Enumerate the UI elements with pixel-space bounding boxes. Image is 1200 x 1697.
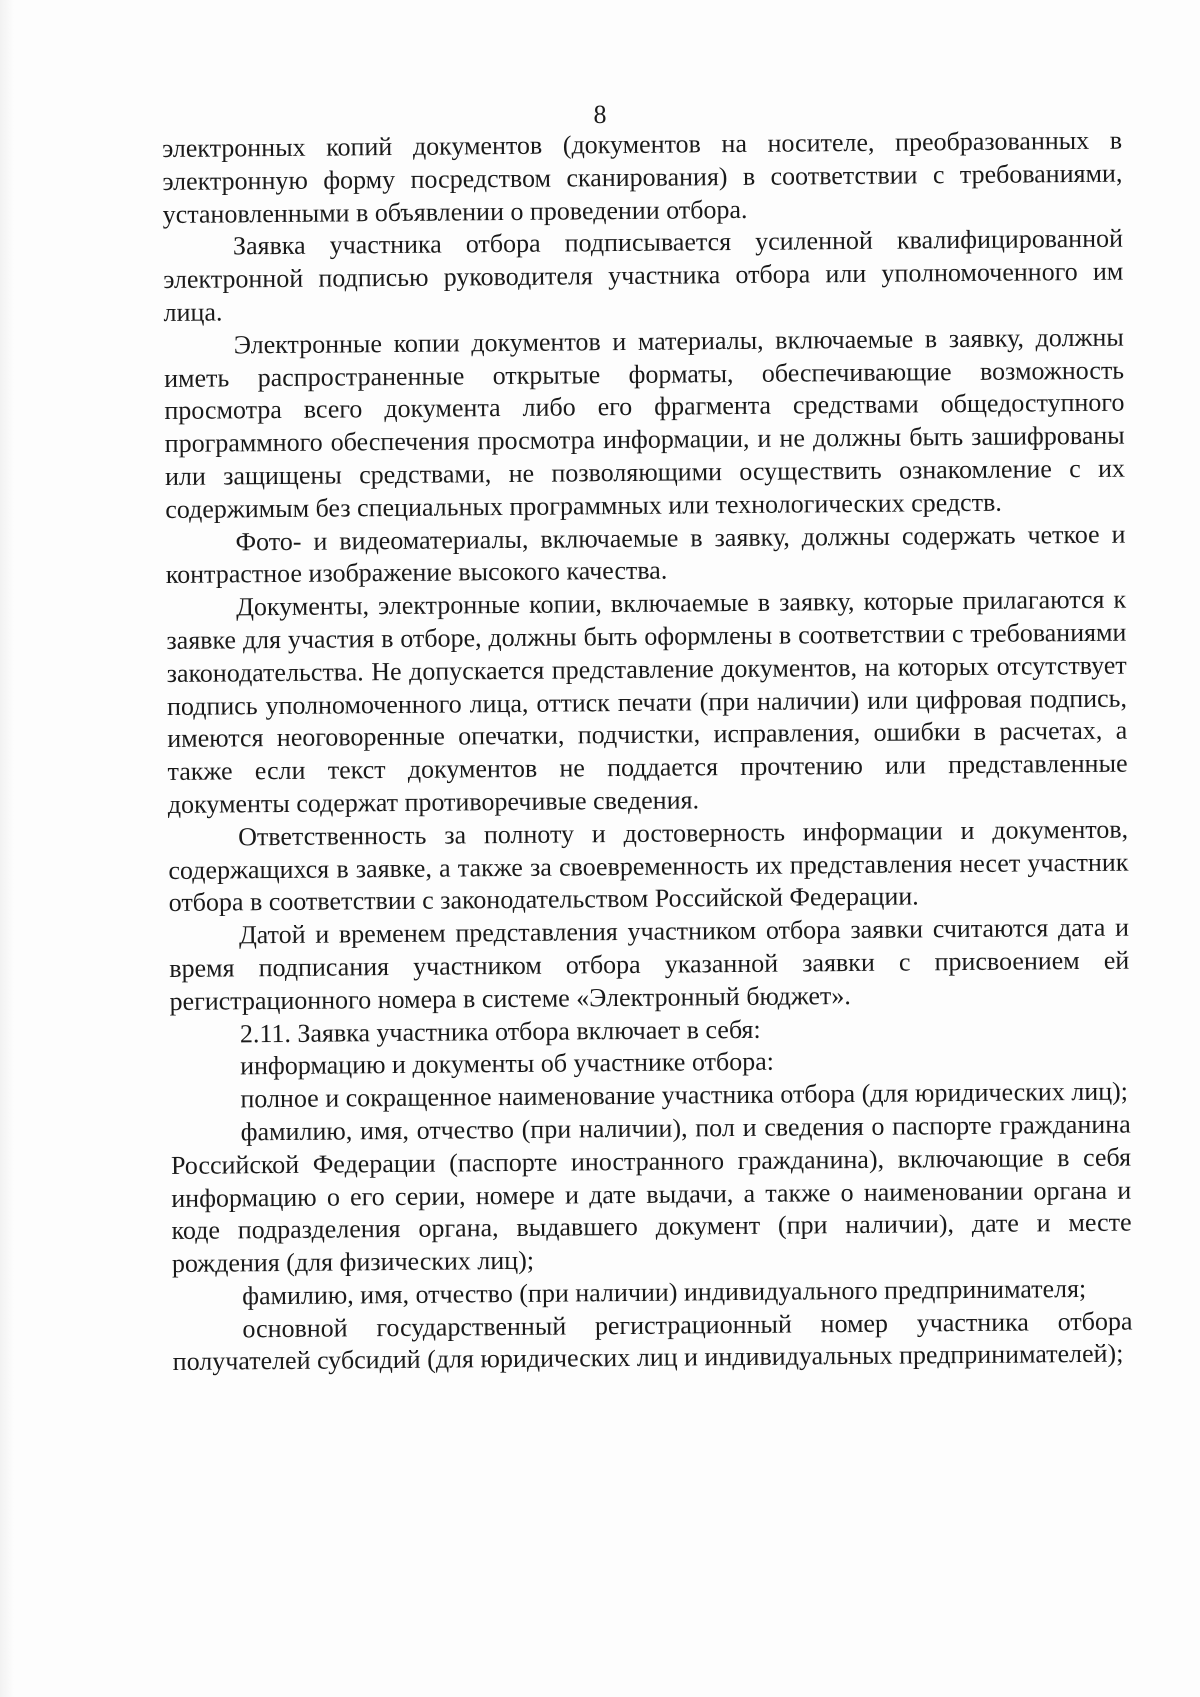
list-item-info-documents: информацию и документы об участнике отбора:	[240, 1047, 775, 1081]
paragraph-submission-date: Датой и временем представления участником отбора заявки считаются дата и время подписания участником отбора указанной заявки с присвоением ей регистрационного номера в системе «Электронный бюджет».	[169, 912, 1130, 1016]
paragraph-electronic-copies: Электронные копии документов и материалы, включаемые в заявку, должны иметь распространенные открытые форматы, обеспечивающие возможность просмотра всего документа либо его фрагмента средствами общедоступного программного обеспечения просмотра информации, и не должны быть зашифрованы или защищены средствами, не позволяющими осуществить ознакомление с их содержимым без специальных программных или технологических средств.	[164, 322, 1126, 524]
document-body	[162, 125, 1133, 1380]
list-item-full-name: полное и сокращенное наименование участника отбора (для юридических лиц);	[240, 1076, 1129, 1114]
list-item-ogrn: основной государственный регистрационный номер участника отбора получателей субсидий (для юридических лиц и индивидуальных предпринимателей);	[172, 1306, 1133, 1377]
list-item-entrepreneur-name: фамилию, имя, отчество (при наличии) индивидуального предпринимателя;	[242, 1273, 1087, 1311]
scan-edge-shadow	[0, 0, 14, 1697]
paragraph-responsibility: Ответственность за полноту и достоверность информации и документов, содержащихся в заявке, а также за своевременность их представления несет участник отбора в соответствии с законодательством Российской Федерации.	[168, 814, 1129, 918]
page-number: 8	[593, 100, 607, 129]
paragraph-documents-requirements: Документы, электронные копии, включаемые в заявку, которые прилагаются к заявке для участия в отборе, должны быть оформлены в соответствии с требованиями законодательства. Не допускается представление документов, на которых отсутствует подпись уполномоченного лица, оттиск печати (при наличии) или цифровая подпись, имеются неоговоренные опечатки, подчистки, исправления, ошибки в расчетах, а также если текст документов не поддается прочтению или представленные документы содержат противоречивые сведения.	[166, 584, 1128, 819]
list-item-passport: фамилию, имя, отчество (при наличии), пол и сведения о паспорте гражданина Российской Федерации (паспорте иностранного гражданина), включающие в себя информацию о его серии, номере и дате выдачи, а также о наименовании органа и коде подразделения органа, выдавшего документ (при наличии), дате и месте рождения (для физических лиц);	[170, 1109, 1132, 1279]
paragraph-signature: Заявка участника отбора подписывается усиленной квалифицированной электронной подписью руководителя участника отбора или уполномоченного им лица.	[163, 224, 1124, 327]
paragraph-photo-video: Фото- и видеоматериалы, включаемые в заявку, должны содержать четкое и контрастное изображение высокого качества.	[165, 519, 1126, 590]
paragraph-section-2-11: 2.11. Заявка участника отбора включает в себя:	[239, 1014, 761, 1048]
paragraph-continuation: электронных копий документов (документов на носителе, преобразованных в электронную форму посредством сканирования) в соответствии с требованиями, установленными в объявлении о проведении отбора.	[162, 125, 1123, 229]
